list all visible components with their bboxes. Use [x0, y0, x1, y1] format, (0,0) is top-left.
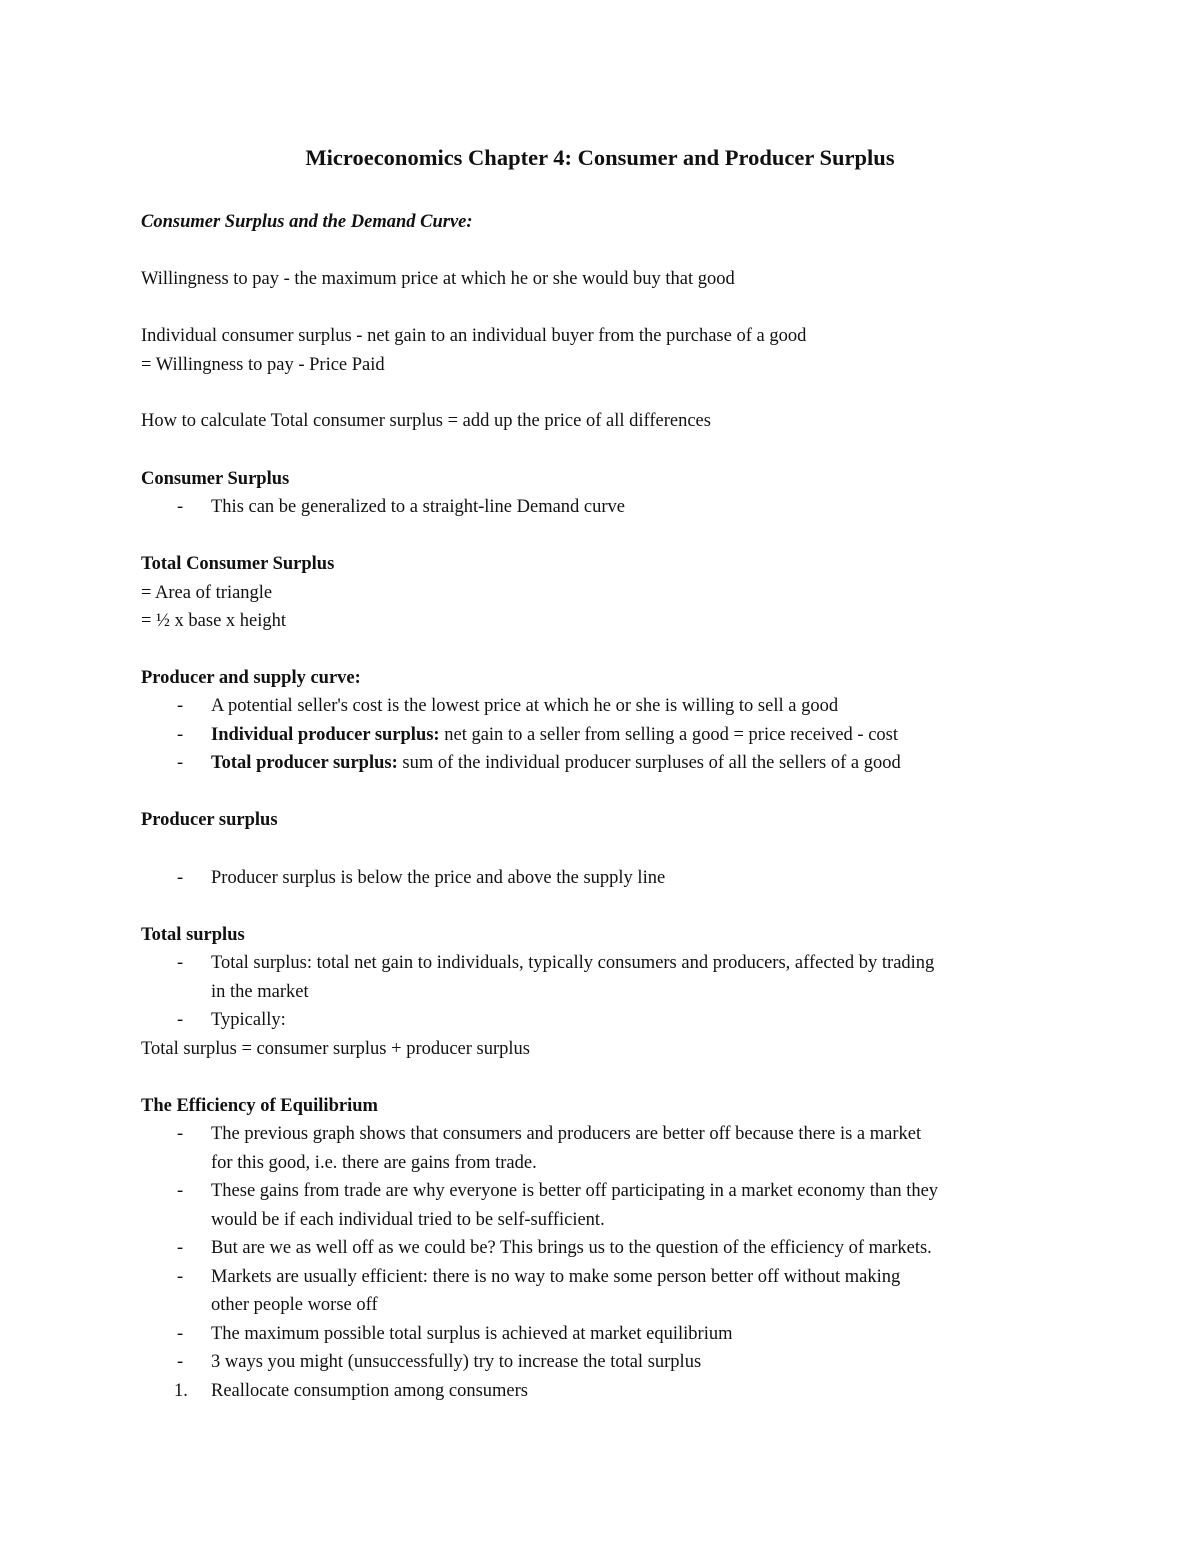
producer-surplus-bullet: Producer surplus is below the price and above the supply line	[211, 868, 666, 888]
numbered-marker: 1.	[174, 1381, 188, 1401]
efficiency-bullet-4-line-2: other people worse off	[211, 1295, 378, 1315]
total-surplus-bullet-1-line-2: in the market	[211, 982, 309, 1002]
efficiency-bullet-5: The maximum possible total surplus is achieved at market equilibrium	[211, 1324, 733, 1344]
efficiency-heading: The Efficiency of Equilibrium	[141, 1096, 378, 1116]
bullet-dash: -	[177, 1324, 184, 1344]
consumer-surplus-bullet: This can be generalized to a straight-line Demand curve	[211, 497, 626, 517]
bullet-dash: -	[177, 1124, 184, 1144]
bullet-dash: -	[177, 953, 184, 973]
bullet-dash: -	[177, 1267, 184, 1287]
producer-bullet-2-term: Individual producer surplus:	[211, 725, 440, 745]
bullet-dash: -	[177, 753, 184, 773]
efficiency-bullet-4-line-1: Markets are usually efficient: there is no way to make some person better off without making	[211, 1267, 901, 1287]
total-surplus-formula: Total surplus = consumer surplus + producer surplus	[141, 1039, 531, 1059]
producer-bullet-2-text: net gain to a seller from selling a good = price received - cost	[439, 725, 898, 745]
producer-bullet-2	[211, 723, 898, 747]
efficiency-bullet-3: But are we as well off as we could be? This brings us to the question of the efficiency of markets.	[211, 1238, 932, 1258]
total-surplus-bullet-2: Typically:	[211, 1010, 286, 1030]
efficiency-bullet-1-line-2: for this good, i.e. there are gains from trade.	[211, 1153, 537, 1173]
total-cs-heading: Total Consumer Surplus	[141, 554, 335, 574]
section-heading-consumer-demand: Consumer Surplus and the Demand Curve:	[141, 212, 473, 232]
efficiency-bullet-2-line-2: would be if each individual tried to be self-sufficient.	[211, 1210, 605, 1230]
producer-bullet-1: A potential seller's cost is the lowest price at which he or she is willing to sell a good	[211, 696, 839, 716]
bullet-dash: -	[177, 1238, 184, 1258]
bullet-dash: -	[177, 497, 184, 517]
producer-bullet-3-term: Total producer surplus:	[211, 753, 398, 773]
bullet-dash: -	[177, 1181, 184, 1201]
efficiency-bullet-2-line-1: These gains from trade are why everyone is better off participating in a market economy than they	[211, 1181, 939, 1201]
bullet-dash: -	[177, 1352, 184, 1372]
producer-surplus-heading: Producer surplus	[141, 810, 278, 830]
consumer-surplus-heading: Consumer Surplus	[141, 469, 290, 489]
bullet-dash: -	[177, 725, 184, 745]
bullet-dash: -	[177, 868, 184, 888]
total-surplus-heading: Total surplus	[141, 925, 245, 945]
producer-bullet-3-text: sum of the individual producer surpluses of all the sellers of a good	[397, 753, 901, 773]
efficiency-bullet-6: 3 ways you might (unsuccessfully) try to increase the total surplus	[211, 1352, 702, 1372]
individual-cs-definition: Individual consumer surplus - net gain to an individual buyer from the purchase of a good	[141, 326, 807, 346]
producer-bullet-3	[211, 751, 901, 775]
total-cs-line2: = ½ x base x height	[141, 611, 287, 631]
individual-cs-formula: = Willingness to pay - Price Paid	[141, 355, 385, 375]
numbered-item-1: Reallocate consumption among consumers	[211, 1381, 528, 1401]
total-cs-line1: = Area of triangle	[141, 583, 273, 603]
total-surplus-bullet-1-line-1: Total surplus: total net gain to individuals, typically consumers and producers, affected by trading	[211, 953, 935, 973]
efficiency-bullet-1-line-1: The previous graph shows that consumers and producers are better off because there is a market	[211, 1124, 922, 1144]
bullet-dash: -	[177, 1010, 184, 1030]
total-cs-calculation: How to calculate Total consumer surplus = add up the price of all differences	[141, 411, 711, 431]
page-title: Microeconomics Chapter 4: Consumer and Producer Surplus	[305, 145, 895, 170]
willingness-definition: Willingness to pay - the maximum price at which he or she would buy that good	[141, 269, 735, 289]
bullet-dash: -	[177, 696, 184, 716]
producer-supply-heading: Producer and supply curve:	[141, 668, 361, 688]
